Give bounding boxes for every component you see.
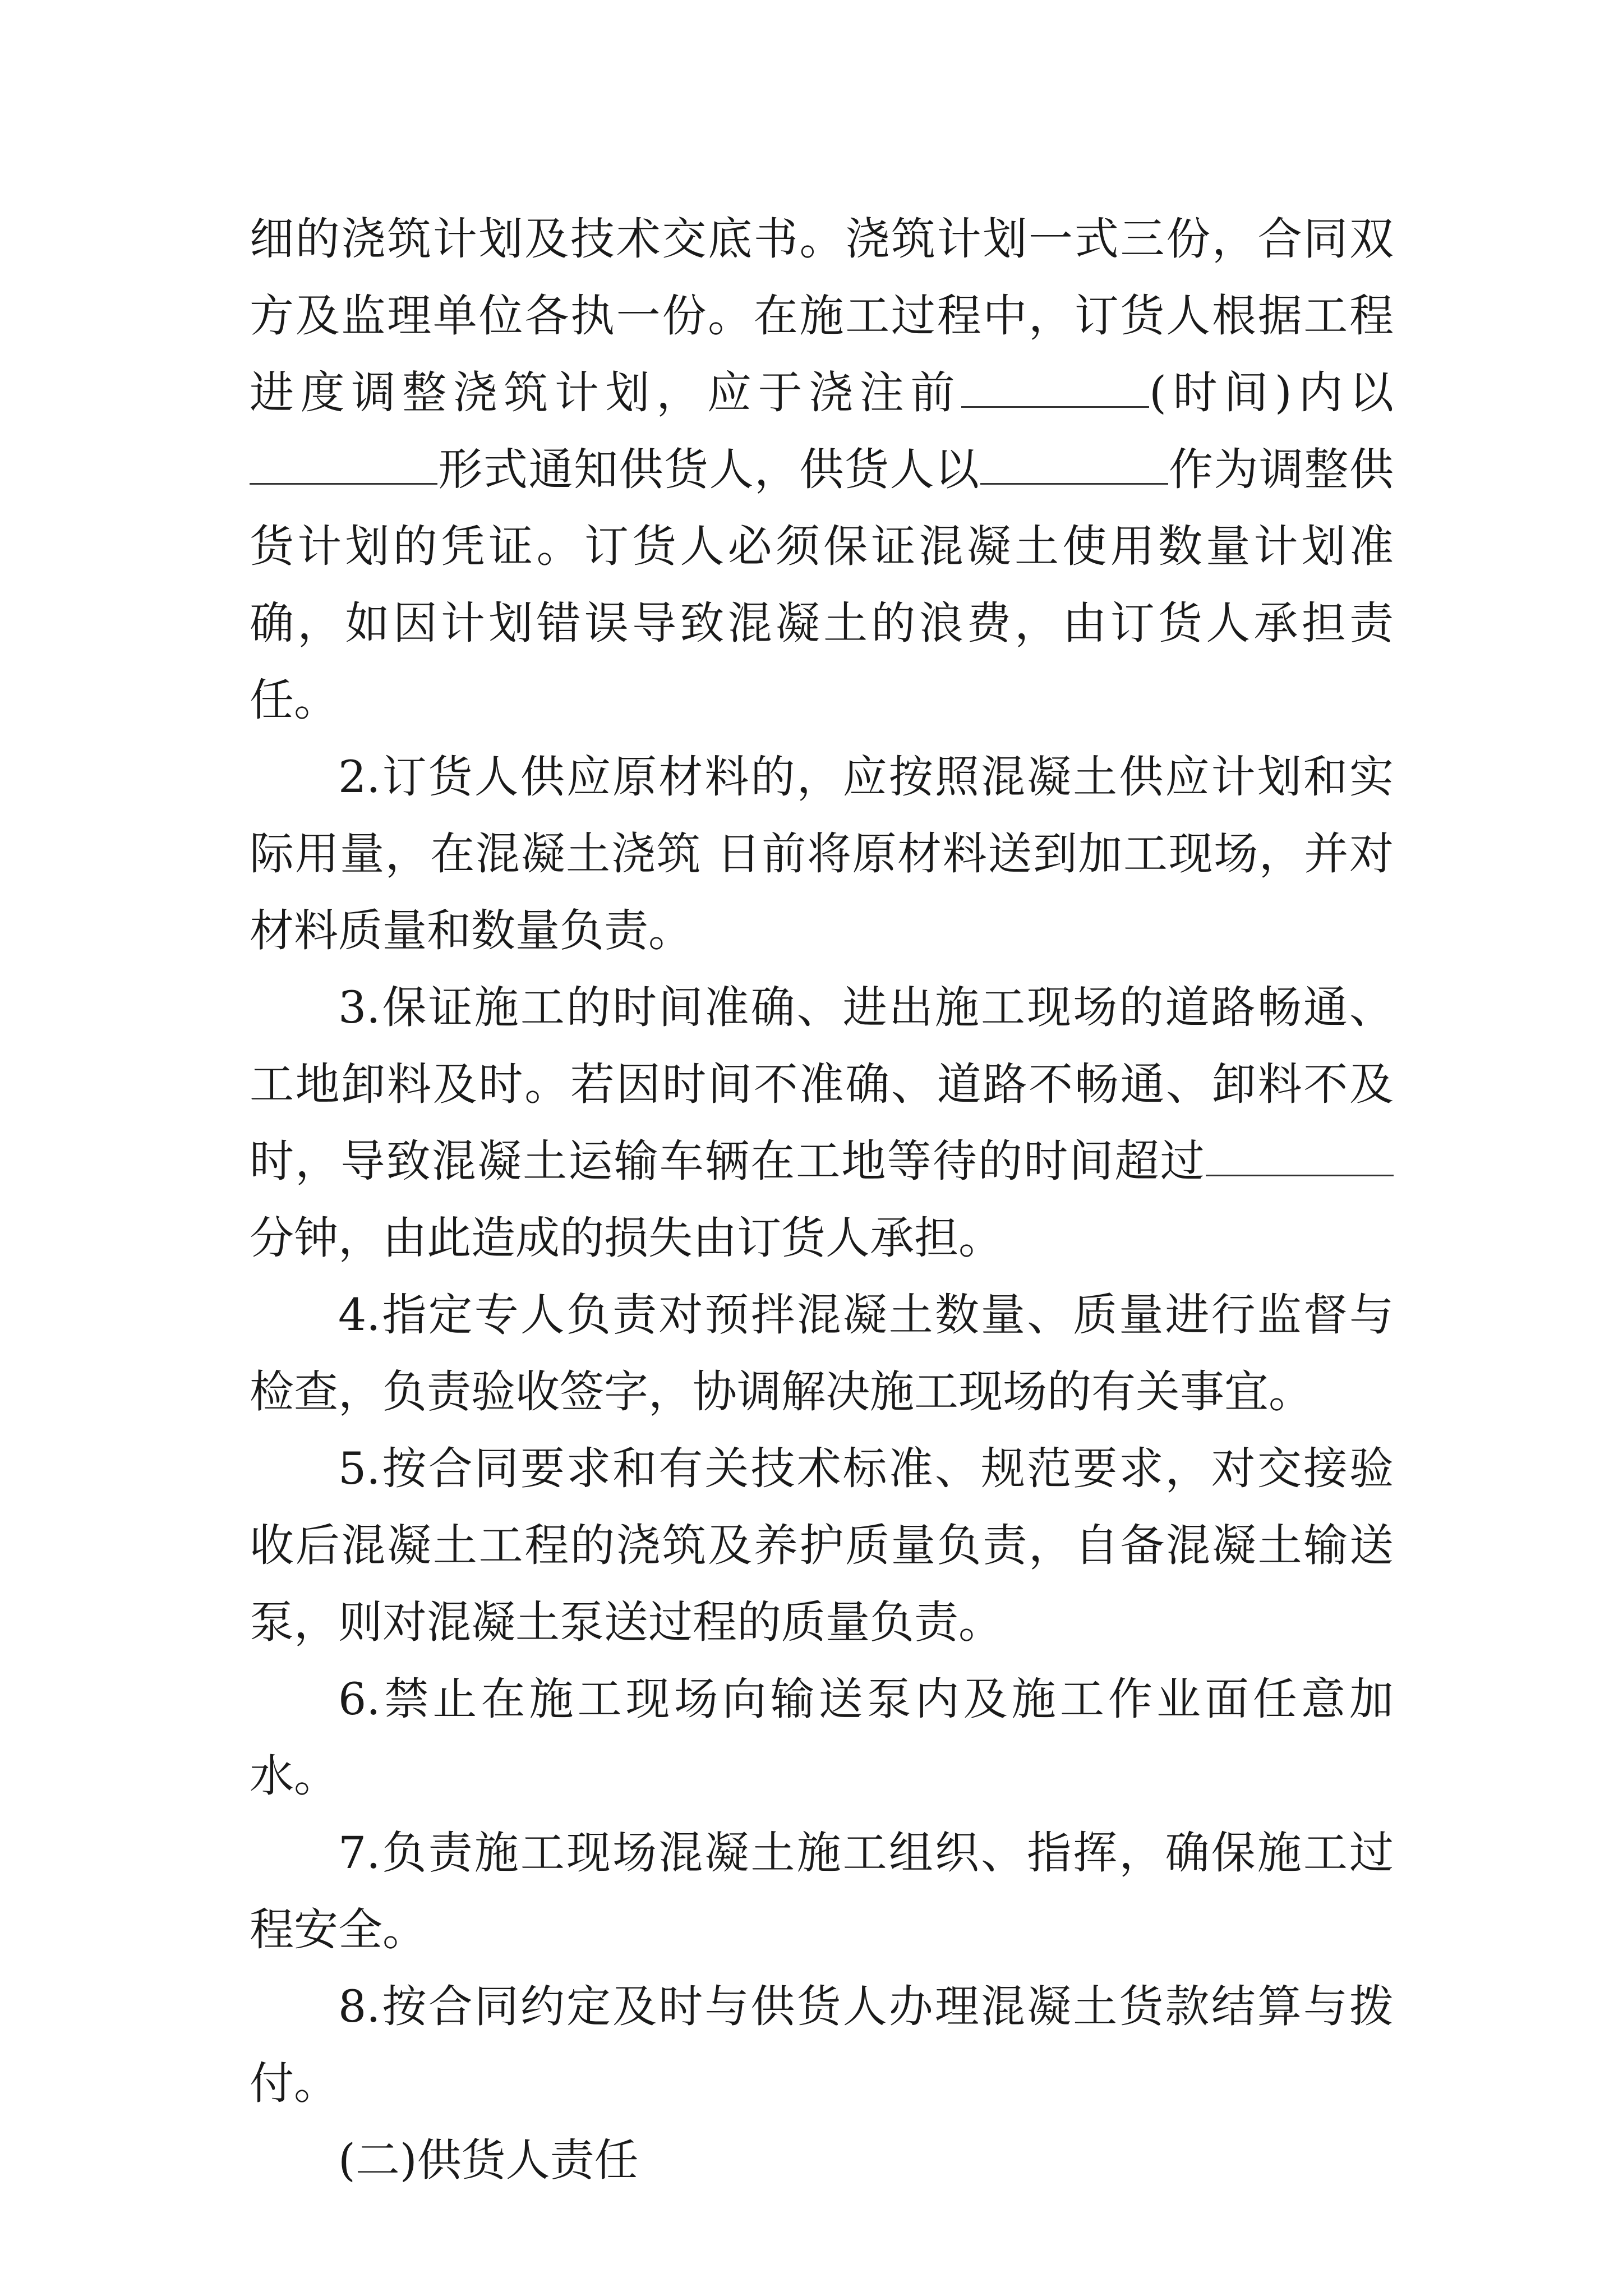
contract-body-text: [250, 201, 1394, 2199]
text-segment: 形式通知供货人，供货人以: [437, 444, 980, 495]
clause-5-quality: 5.按合同要求和有关技术标准、规范要求，对交接验收后混凝土工程的浇筑及养护质量负责，自备混凝土输送泵，则对混凝土泵送过程的质量负责。: [250, 1443, 1394, 1648]
text-segment: 细的浇筑计划及技术交底书。浇筑计划一式三份，合同双方及监理单位各执一份。在施工过程中，订货人根据工程进度调整浇筑计划，应于浇注前: [250, 213, 1394, 418]
clause-8-payment: 8.按合同约定及时与供货人办理混凝土货款结算与拨付。: [250, 1981, 1394, 2109]
clause-3-site-timing: [250, 969, 1394, 1277]
blank-time-field[interactable]: [961, 369, 1149, 408]
text-segment: 分钟，由此造成的损失由订货人承担。: [250, 1212, 1003, 1264]
blank-evidence-field[interactable]: [980, 446, 1168, 485]
clause-2-raw-materials: 2.订货人供应原材料的，应按照混凝土供应计划和实际用量，在混凝土浇筑 日前将原材料送到加工现场，并对材料质量和数量负责。: [250, 751, 1394, 956]
text-segment: (时间)内以: [1149, 367, 1394, 418]
clause-7-safety: 7.负责施工现场混凝土施工组织、指挥，确保施工过程安全。: [250, 1827, 1394, 1955]
section-heading-supplier-responsibility: (二)供货人责任: [338, 2134, 639, 2186]
blank-notice-form-field[interactable]: [250, 446, 437, 485]
clause-4-supervision: 4.指定专人负责对预拌混凝土数量、质量进行监督与检查，负责验收签字，协调解决施工现场的有关事宜。: [250, 1289, 1394, 1418]
text-segment: 3.保证施工的时间准确、进出施工现场的道路畅通、工地卸料及时。若因时间不准确、道路不畅通、卸料不及时，导致混凝土运输车辆在工地等待的时间超过: [250, 982, 1394, 1187]
clause-6-no-water: 6.禁止在施工现场向输送泵内及施工作业面任意加水。: [250, 1673, 1394, 1802]
blank-minutes-field[interactable]: [1206, 1138, 1394, 1176]
text-segment: 作为调整供货计划的凭证。订货人必须保证混凝土使用数量计划准确，如因计划错误导致混凝土的浪费，由订货人承担责任。: [250, 444, 1394, 726]
paragraph-pouring-plan: [250, 201, 1394, 739]
